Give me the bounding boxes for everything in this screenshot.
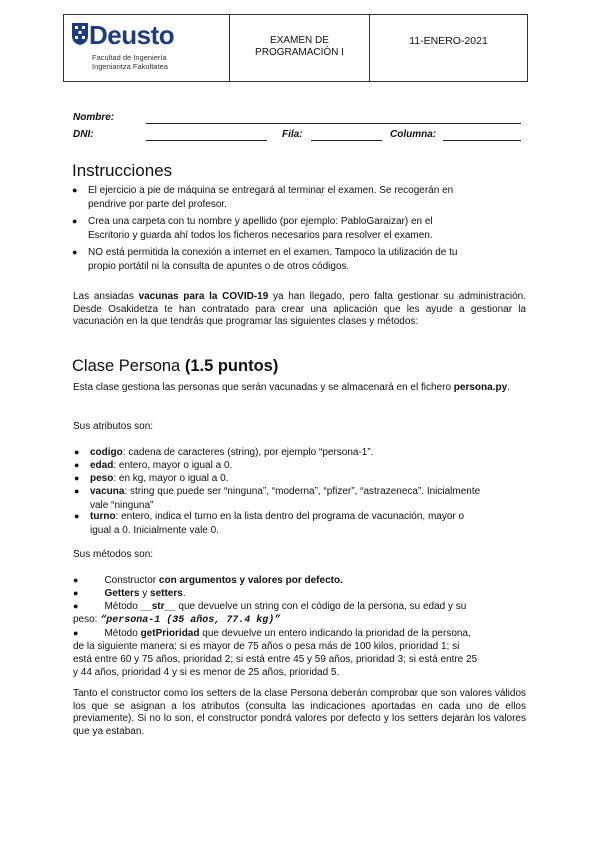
method-item: ● Método getPrioridad que devuelve un entero indicando la prioridad de la persona, de la siguiente manera: si es mayor de 75 años o pesa más de 100 kilos, prioridad 1; si está entre 60 y 75 años, prioridad 2; si está entre 45 y 59 años, prioridad 3; si está entre 25 y 44 años, prioridad 4 y si es menor de 25 años, prioridad 5. xyxy=(73,628,478,678)
columna-field[interactable] xyxy=(443,140,521,141)
instruction-item: ● El ejercicio a pie de máquina se entregará al terminar el examen. Se recogerán en pendrive por parte del profesor. xyxy=(72,185,454,210)
nombre-label: Nombre: xyxy=(73,112,115,123)
attribute-item: ● codigo: cadena de caracteres (string), por ejemplo “persona-1”. xyxy=(74,447,374,458)
dni-field[interactable] xyxy=(146,140,267,141)
attributes-heading: Sus atributos son: xyxy=(73,421,154,432)
fila-label: Fila: xyxy=(282,129,303,140)
columna-label: Columna: xyxy=(390,129,437,140)
exam-title-line1: EXAMEN DE xyxy=(270,35,329,46)
method-item: ● Getters y setters. xyxy=(73,588,186,599)
deusto-logo: Deusto xyxy=(89,20,175,50)
instrucciones-heading: Instrucciones xyxy=(72,161,173,180)
fila-field[interactable] xyxy=(311,140,382,141)
methods-heading: Sus métodos son: xyxy=(73,549,154,560)
attribute-item: ● turno: entero, indica el turno en la lista dentro del programa de vacunación, mayor o igual a 0. Inicialmente vale 0. xyxy=(74,511,465,536)
nombre-field[interactable] xyxy=(146,123,521,124)
faculty-name: Facultad de Ingeniería Ingeniaritza Fakultatea xyxy=(92,53,168,71)
attribute-item: ● peso: en kg, mayor o igual a 0. xyxy=(74,473,229,484)
method-item: ● Constructor con argumentos y valores por defecto. xyxy=(73,575,343,586)
clase-description: Esta clase gestiona las personas que serán vacunadas y se almacenará en el fichero persona.py. xyxy=(73,382,510,393)
instruction-item: ● NO está permitida la conexión a internet en el examen. Tampoco la utilización de tu propio portátil ni la consulta de apuntes o de otros códigos. xyxy=(72,247,458,272)
deusto-shield-icon xyxy=(72,23,88,45)
attribute-item: ● vacuna: string que puede ser “ninguna”, “moderna”, “pfizer”, “astrazeneca”. Inicialmente vale “ninguna” xyxy=(74,486,481,511)
exam-title-line2: PROGRAMACIÓN I xyxy=(255,47,344,58)
clase-persona-heading: Clase Persona (1.5 puntos) xyxy=(72,357,279,375)
logo-cell xyxy=(64,15,230,81)
exam-date: 11-ENERO-2021 xyxy=(409,35,488,47)
intro-paragraph: Las ansiadas vacunas para la COVID-19 ya han llegado, pero falta gestionar su administración. Desde Osakidetza te han contratado para crear una aplicación que les ayude a gestionar la vacunación en la que tendrás que programar las siguientes clases y métodos: xyxy=(73,291,527,327)
instruction-item: ● Crea una carpeta con tu nombre y apellido (por ejemplo: PabloGaraizar) en el Escritorio y guarda ahí todos los ficheros necesarios para resolver el examen. xyxy=(72,216,433,241)
date-cell xyxy=(370,15,527,81)
header-table xyxy=(63,14,528,82)
final-paragraph: Tanto el constructor como los setters de la clase Persona deberán comprobar que son valores válidos los que se asignan a los atributos (consulta las indicaciones aportadas en cada uno de ellos previamente). Si no lo son, el constructor pondrá valores por defecto y los setters dejarán los valores que ya estaban. xyxy=(73,688,526,737)
method-item: ● Método __str__ que devuelve un string con el código de la persona, su edad y su peso: “persona-1 (35 años, 77.4 kg)” xyxy=(73,601,467,626)
exam-title-cell xyxy=(230,15,370,81)
attribute-item: ● edad: entero, mayor o igual a 0. xyxy=(74,460,233,471)
dni-label: DNI: xyxy=(73,129,94,140)
